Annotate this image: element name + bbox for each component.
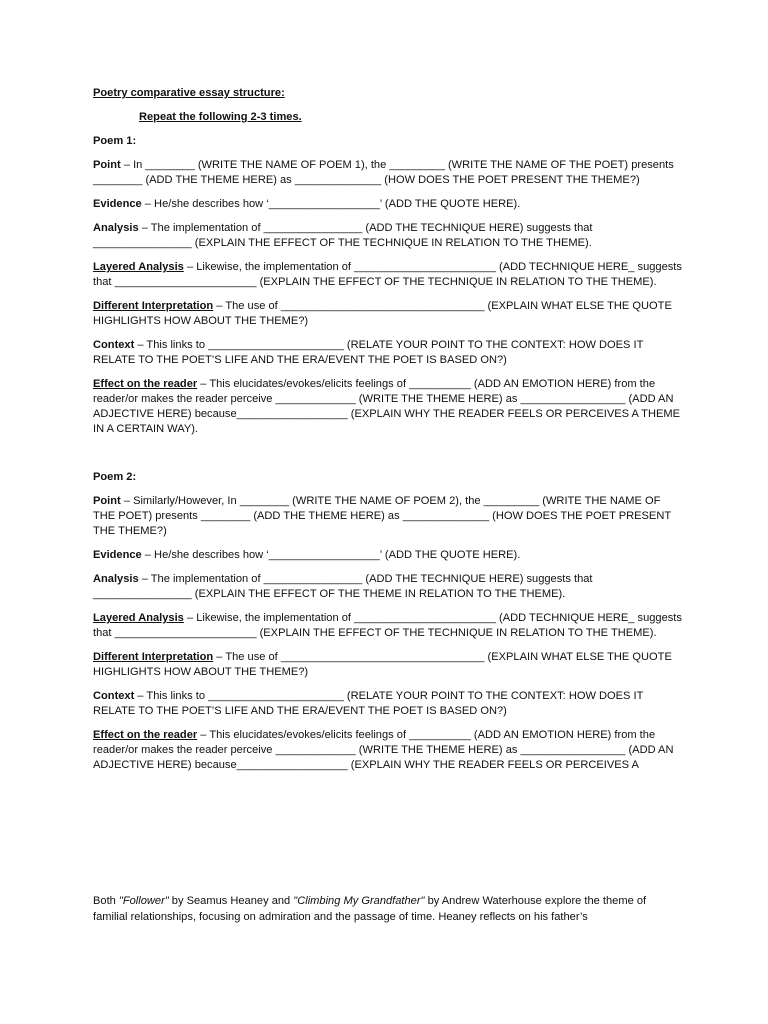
different-interpretation-text: – The use of _________________________________ (EXPLAIN WHAT ELSE THE QUOTE HIGHLIGHTS HOW ABOUT THE THEME?) [93,300,672,327]
essay-text-3: by Andrew Waterhouse explore the theme of familial relationships, focusing on admiration and the passage of time. Heaney reflects on his father’s [93,895,647,923]
effect-on-reader-text: – This elucidates/evokes/elicits feelings of __________ (ADD AN EMOTION HERE) from the reader/or makes the reader perceive _____________ (WRITE THE THEME HERE) as _________________ (ADD AN ADJECTIVE HERE) because__________________ (EXPLAIN WHY THE READER FEELS OR PERCEIVES A THEME IN A CERTAIN WAY). [93,378,680,435]
poem2-different-interpretation [93,650,683,680]
poem2-context [93,689,683,719]
essay-poem-title-climbing: "Climbing My Grandfather" [293,895,425,907]
layered-analysis-label: Layered Analysis [93,612,184,624]
essay-text-1: Both [93,895,119,907]
poem2-effect-on-reader [93,728,683,773]
analysis-text: – The implementation of ________________ (ADD THE TECHNIQUE HERE) suggests that ________________ (EXPLAIN THE EFFECT OF THE THEME IN RELATION TO THE THEME). [93,573,593,600]
poem2-heading: Poem 2: [93,471,137,483]
point-text: – In ________ (WRITE THE NAME OF POEM 1), the _________ (WRITE THE NAME OF THE POET) presents ________ (ADD THE THEME HERE) as ______________ (HOW DOES THE POET PRESENT THE THEME?) [93,159,674,186]
different-interpretation-label: Different Interpretation [93,300,214,312]
evidence-label: Evidence [93,549,142,561]
analysis-label: Analysis [93,573,139,585]
section-spacer [93,446,683,470]
essay-text-2: by Seamus Heaney and [168,895,294,907]
evidence-label: Evidence [93,198,142,210]
effect-on-reader-label: Effect on the reader [93,378,198,390]
poem1-point [93,158,683,188]
effect-on-reader-label: Effect on the reader [93,729,198,741]
poem2-evidence [93,548,683,563]
evidence-text: – He/she describes how ‘__________________’ (ADD THE QUOTE HERE). [141,198,521,210]
analysis-label: Analysis [93,222,139,234]
analysis-text: – The implementation of ________________ (ADD THE TECHNIQUE HERE) suggests that ________________ (EXPLAIN THE EFFECT OF THE TECHNIQUE IN RELATION TO THE THEME). [93,222,593,249]
essay-paragraph [93,893,683,925]
page-title: Poetry comparative essay structure: [93,87,285,99]
context-label: Context [93,690,135,702]
poem2-point [93,494,683,539]
different-interpretation-label: Different Interpretation [93,651,214,663]
poem1-analysis [93,221,683,251]
layered-analysis-label: Layered Analysis [93,261,184,273]
layered-analysis-text: – Likewise, the implementation of _______________________ (ADD TECHNIQUE HERE_ suggests that _______________________ (EXPLAIN THE EFFECT OF THE TECHNIQUE IN RELATION TO THE THEME). [93,612,682,639]
point-label: Point [93,159,121,171]
poem2-analysis [93,572,683,602]
worksheet [93,86,683,782]
poem1-heading: Poem 1: [93,135,137,147]
effect-on-reader-text: – This elucidates/evokes/elicits feelings of __________ (ADD AN EMOTION HERE) from the reader/or makes the reader perceive _____________ (WRITE THE THEME HERE) as _________________ (ADD AN ADJECTIVE HERE) because__________________ (EXPLAIN WHY THE READER FEELS OR PERCEIVES A [93,729,674,771]
point-text: – Similarly/However, In ________ (WRITE THE NAME OF POEM 2), the _________ (WRITE THE NAME OF THE POET) presents ________ (ADD THE THEME HERE) as ______________ (HOW DOES THE POET PRESENT THE THEME?) [93,495,671,537]
point-label: Point [93,495,121,507]
poem1-context [93,338,683,368]
layered-analysis-text: – Likewise, the implementation of _______________________ (ADD TECHNIQUE HERE_ suggests that _______________________ (EXPLAIN THE EFFECT OF THE TECHNIQUE IN RELATION TO THE THEME). [93,261,682,288]
poem1-evidence [93,197,683,212]
poem2-layered-analysis [93,611,683,641]
poem1-effect-on-reader [93,377,683,437]
poem1-layered-analysis [93,260,683,290]
poem1-different-interpretation [93,299,683,329]
different-interpretation-text: – The use of _________________________________ (EXPLAIN WHAT ELSE THE QUOTE HIGHLIGHTS HOW ABOUT THE THEME?) [93,651,672,678]
context-text: – This links to ______________________ (RELATE YOUR POINT TO THE CONTEXT: HOW DOES IT RELATE TO THE POET’S LIFE AND THE ERA/EVENT THE POET IS BASED ON?) [93,339,644,366]
context-label: Context [93,339,135,351]
repeat-note: Repeat the following 2-3 times. [139,111,302,123]
essay-poem-title-follower: "Follower" [118,895,169,907]
context-text: – This links to ______________________ (RELATE YOUR POINT TO THE CONTEXT: HOW DOES IT RELATE TO THE POET’S LIFE AND THE ERA/EVENT THE POET IS BASED ON?) [93,690,644,717]
evidence-text: – He/she describes how ‘__________________’ (ADD THE QUOTE HERE). [141,549,521,561]
